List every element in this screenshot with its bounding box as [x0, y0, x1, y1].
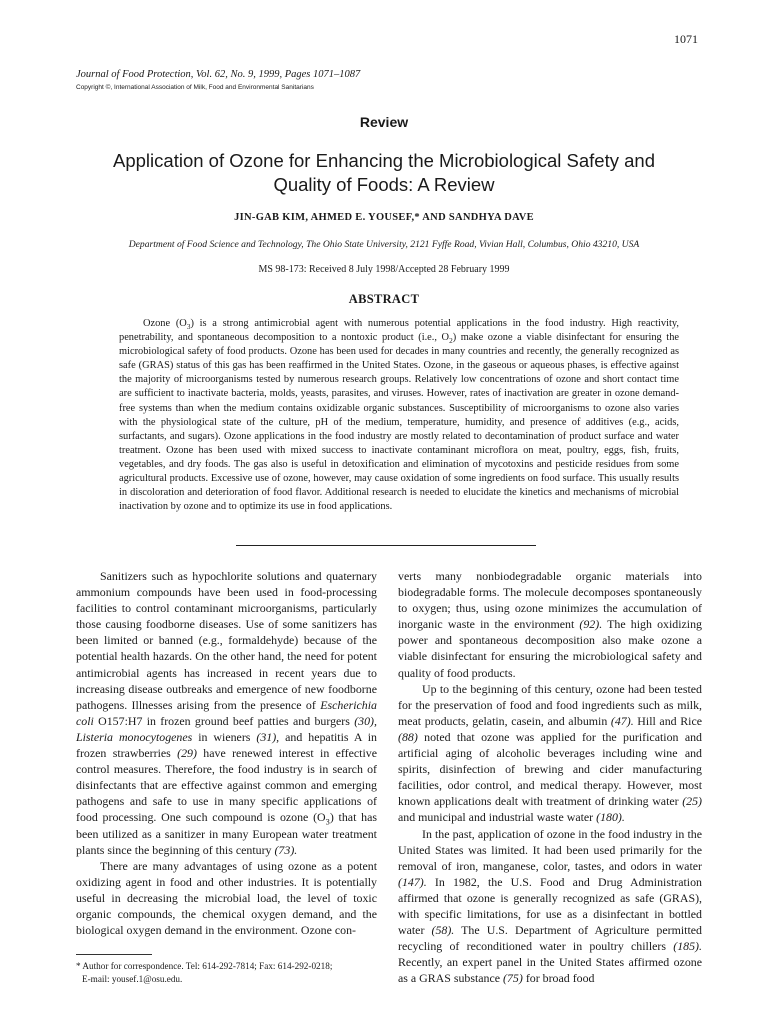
- section-label: Review: [359, 114, 409, 130]
- article-title: Application of Ozone for Enhancing the Microbiological Safety and Quality of Foods: A Review: [113, 150, 655, 195]
- footnote-email: E-mail: yousef.1@osu.edu.: [82, 974, 183, 984]
- manuscript-dates: MS 98-173: Received 8 July 1998/Accepted 28 February 1999: [258, 264, 510, 275]
- footnote-contact: * Author for correspondence. Tel: 614-292-7814; Fax: 614-292-0218;: [76, 961, 333, 971]
- page-number: 1071: [674, 32, 698, 46]
- body-paragraph: Sanitizers such as hypochlorite solutions and quaternary ammonium compounds have been used in food-processing facilities to control contaminant microorganisms, particularly those causing foodborne diseases. Use of some sanitizers has been limited or banned (e.g., formaldehyde) because of the potential health hazards. On the other hand, the need for potent antimicrobial agents has increased in recent years due to increasing disease outbreaks and emergence of new foodborne pathogens. Illnesses arising from the presence of Escherichia coli O157:H7 in frozen ground beef patties and burgers (30), Listeria monocytogenes in wieners (31), and hepatitis A in frozen strawberries (29) have renewed interest in effective control measures. Therefore, the food industry is in search of disinfectants that are effective against common and emerging pathogens and safe to use in many specific applications of food processing. One such compound is ozone $(O_3)$ that has been utilized as a sanitizer in many European water treatment plants since the beginning of this century (73).: [76, 569, 377, 857]
- footnote-rule: [76, 954, 152, 955]
- body-paragraph: In the past, application of ozone in the food industry in the United States was limited. It had been used primarily for the removal of iron, manganese, color, tastes, and odors in water (147). In 1982, the U.S. Food and Drug Administration affirmed that ozone is generally recognized as safe (GRAS), with specific limitations, for use as a disinfectant in bottled water (58). The U.S. Department of Agriculture permitted recycling of reconditioned water in poultry chillers (185). Recently, an expert panel in the United States affirmed ozone as a GRAS substance (75) for broad food: [398, 826, 702, 986]
- affiliation: Department of Food Science and Technology, The Ohio State University, 2121 Fyffe Road, Vivian Hall, Columbus, Ohio 43210, USA: [128, 239, 640, 250]
- journal-citation: Journal of Food Protection, Vol. 62, No. 9, 1999, Pages 1071–1087: [76, 69, 361, 80]
- left-column: [76, 568, 377, 938]
- abstract-heading: ABSTRACT: [348, 292, 420, 306]
- footnote: [76, 960, 381, 986]
- body-paragraph: There are many advantages of using ozone as a potent oxidizing agent in food and other industries. It is potentially useful in decreasing the microbial load, the level of toxic organic compounds, the chemical oxygen demand, and the biological oxygen demand in the environment. Ozone con-: [76, 858, 377, 938]
- author-list: JIN-GAB KIM, AHMED E. YOUSEF,* AND SANDHYA DAVE: [234, 212, 534, 223]
- right-column: [398, 568, 702, 986]
- body-paragraph: verts many nonbiodegradable organic materials into biodegradable forms. The molecule decomposes spontaneously to oxygen; thus, using ozone minimizes the accumulation of inorganic waste in the environment (92). The high oxidizing power and spontaneous decomposition also make ozone a viable disinfectant for ensuring the microbiological safety and quality of food products.: [398, 569, 702, 680]
- body-paragraph: Up to the beginning of this century, ozone had been tested for the preservation of food and food ingredients such as milk, meat products, gelatin, casein, and albumin (47). Hill and Rice (88) noted that ozone was applied for the purification and artificial aging of alcoholic beverages including wine and spirits, disinfection of brewing and cider manufacturing facilities, odor control, and medical therapy. However, most known applications dealt with treatment of drinking water (25) and municipal and industrial waste water (180).: [398, 681, 702, 825]
- abstract-divider: [236, 545, 536, 546]
- copyright-line: Copyright ©, International Association of Milk, Food and Environmental Sanitarians: [76, 84, 314, 91]
- abstract-text: Ozone $(O_3)$ is a strong antimicrobial agent with numerous potential applications in the food industry. High reactivity, penetrability, and spontaneous decomposition to a nontoxic product (i.e., $O_2$) make ozone a viable disinfectant for ensuring the microbiological safety of food products. Ozone has been used for decades in many countries and recently, the generally recognized as safe (GRAS) status of this gas has been reaffirmed in the United States. Ozone, in the gaseous or aqueous phases, is effective against the majority of microorganisms tested by numerous research groups. Relatively low concentrations of ozone and short contact time are sufficient to inactivate bacteria, molds, yeasts, parasites, and viruses. However, rates of inactivation are greater in ozone demand-free systems than when the medium contains oxidizable organic substances. Susceptibility of microorganisms to ozone also varies with the physiological state of the culture, pH of the medium, temperature, humidity, and presence of additives (e.g., acids, surfactants, and sugars). Ozone applications in the food industry are mostly related to decontamination of product surface and water treatment. Ozone has been used with mixed success to inactivate contaminant microflora on meat, poultry, eggs, fish, fruits, vegetables, and dry foods. The gas also is useful in detoxification and elimination of mycotoxins and pesticide residues from some agricultural products. Excessive use of ozone, however, may cause oxidation of some ingredients on food surface. This usually results in discoloration and deterioration of food flavor. Additional research is needed to elucidate the kinetics and mechanisms of microbial inactivation by ozone and to optimize its use in food applications.: [119, 318, 679, 513]
